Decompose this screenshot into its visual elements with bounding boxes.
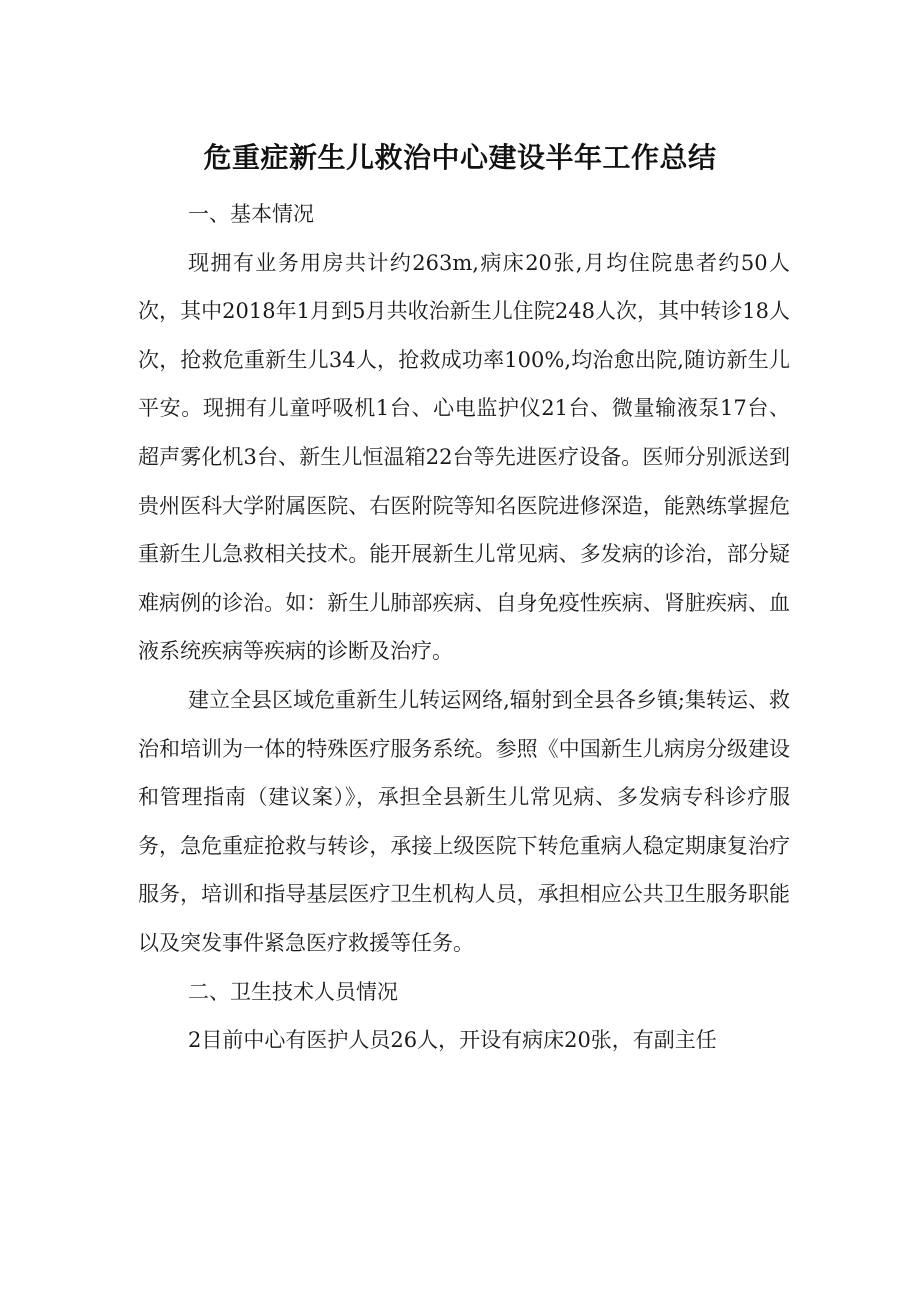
section-heading-staff-info: 二、卫生技术人员情况: [188, 979, 398, 1004]
paragraph-staff-info-1: 2目前中心有医护人员26人，开设有病床20张，有副主任: [188, 1028, 717, 1053]
document-body: [138, 190, 790, 1065]
paragraph-basic-info-1: 现拥有业务用房共计约263m,病床20张,月均住院患者约50人次，其中2018年1月到5月共收治新生儿住院248人次，其中转诊18人次，抢救危重新生儿34人，抢救成功率100%,均治愈出院,随访新生儿平安。现拥有儿童呼吸机1台、心电监护仪21台、微量输液泵17台、超声雾化机3台、新生儿恒温箱22台等先进医疗设备。医师分别派送到贵州医科大学附属医院、右医附院等知名医院进修深造，能熟练掌握危重新生儿急救相关技术。能开展新生儿常见病、多发病的诊治，部分疑难病例的诊治。如：新生儿肺部疾病、自身免疫性疾病、肾脏疾病、血液系统疾病等疾病的诊断及治疗。: [138, 250, 790, 664]
document-title: 危重症新生儿救治中心建设半年工作总结: [203, 141, 717, 174]
paragraph-basic-info-2: 建立全县区域危重新生儿转运网络,辐射到全县各乡镇;集转运、救治和培训为一体的特殊医疗服务系统。参照《中国新生儿病房分级建设和管理指南（建议案）》，承担全县新生儿常见病、多发病专科诊疗服务，急危重症抢救与转诊，承接上级医院下转危重病人稳定期康复治疗服务，培训和指导基层医疗卫生机构人员，承担相应公共卫生服务职能以及突发事件紧急医疗救援等任务。: [138, 687, 790, 955]
section-heading-basic-info: 一、基本情况: [188, 202, 314, 226]
